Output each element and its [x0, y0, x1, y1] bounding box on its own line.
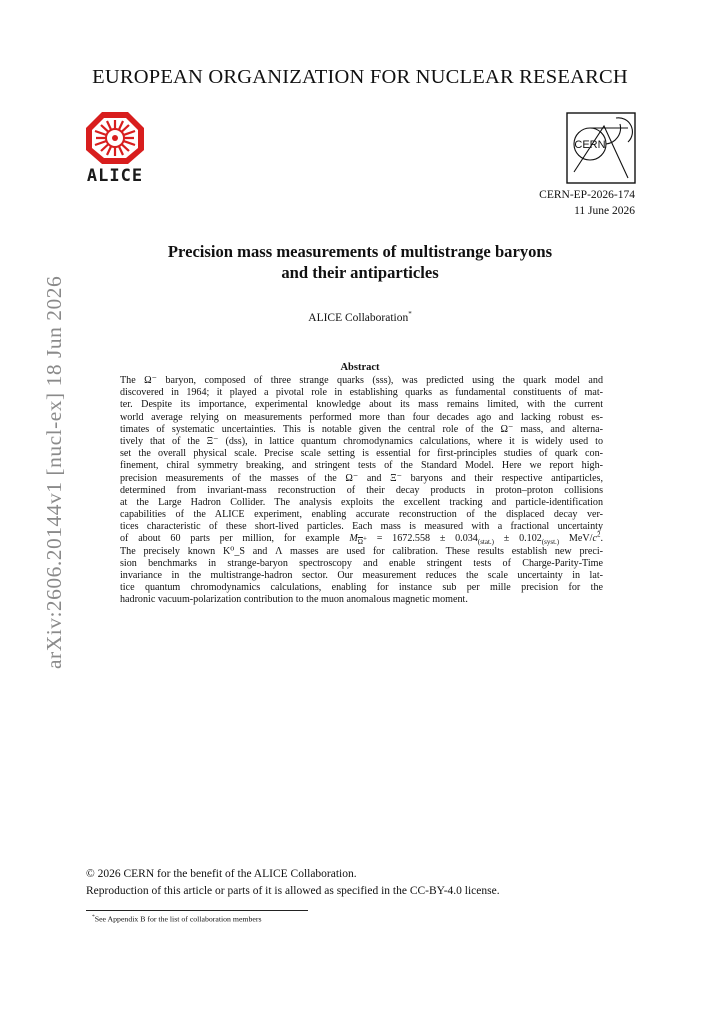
abstract-line: finement, chiral symmetry breaking, and stringent tests of the Standard Model. Here we report high-	[120, 460, 603, 472]
abstract-line: discovered in 1964; it played a pivotal role in establishing quarks as fundamental constituents of mat-	[120, 387, 603, 399]
cern-logo	[566, 112, 636, 184]
abstract-line: tices characteristic of these short-lived particles. Each mass is measured with a fractional uncertainty	[120, 521, 603, 533]
alice-logo-text: ALICE	[86, 166, 144, 186]
abstract-line: tively that of the Ξ⁻ (dss), in lattice quantum chromodynamics calculations, where it is widely used to	[120, 435, 603, 447]
abstract-line: invariance in the multistrange-hadron sector. Our measurement reduces the scale uncertainty in lat-	[120, 570, 603, 581]
footnote-text: See Appendix B for the list of collaboration members	[94, 914, 262, 924]
footnote-marker: *	[92, 914, 95, 920]
abstract-line: world average relying on measurements performed more than four decades ago and lacking robust es-	[120, 411, 603, 423]
alice-emblem-icon	[84, 110, 146, 166]
copyright-notice: © 2026 CERN for the benefit of the ALICE Collaboration.	[86, 868, 357, 880]
abstract-line: hadronic vacuum-polarization contribution to the muon anomalous magnetic moment.	[120, 594, 468, 606]
abstract-body	[120, 375, 603, 607]
abstract-line: set the overall physical scale. Precise scale setting is essential for first-principles studies of quark con-	[120, 448, 603, 460]
title-line-2: and their antiparticles	[281, 263, 439, 282]
title-line-1: Precision mass measurements of multistrange baryons	[167, 242, 553, 261]
authors	[0, 310, 720, 324]
report-date: 11 June 2026	[574, 205, 635, 217]
abstract-line: precision measurements of the masses of the Ω⁻ and Ξ⁻ baryons and their respective antiparticles,	[120, 472, 603, 484]
paper-title	[0, 241, 720, 283]
report-number: CERN-EP-2026-174	[539, 189, 635, 201]
footnote	[92, 914, 261, 924]
cern-logo-text: CERN	[574, 139, 606, 151]
license-notice: Reproduction of this article or parts of it is allowed as specified in the CC-BY-4.0 license.	[86, 885, 500, 897]
cern-emblem-icon	[566, 112, 636, 184]
abstract-line: at the Large Hadron Collider. The analysis exploits the excellent tracking and particle-identification	[120, 496, 603, 508]
abstract-line: The precisely known K⁰_S and Λ masses are used for calibration. These results establish new preci-	[120, 545, 603, 557]
abstract-line: ter. Despite its importance, experimental knowledge about its mass remains limited, with the current	[120, 399, 603, 411]
author-list: ALICE Collaboration	[308, 311, 409, 324]
abstract-heading: Abstract	[340, 362, 380, 373]
organization-header: EUROPEAN ORGANIZATION FOR NUCLEAR RESEARCH	[92, 66, 628, 88]
abstract-line: timates of systematic uncertainties. This is notable given the central role of the Ω⁻ mass, and alterna-	[120, 423, 603, 435]
abstract-line: determined from invariant-mass reconstruction of their decay products in proton–proton collisions	[120, 484, 603, 496]
arxiv-stamp: arXiv:2606.20144v1 [nucl-ex] 18 Jun 2026	[42, 275, 66, 669]
abstract-line: capabilities of the ALICE experiment, enabling accurate reconstruction of the displaced decay ver-	[120, 509, 603, 521]
abstract-line: tice quantum chromodynamics calculations, enabling for instance sub per mille precision for the	[120, 582, 603, 594]
abstract-formula-line: of about 60 parts per million, for example $M_{\overline{\Omega}^+} = 1672.558 \pm 0.034_{(stat.)} \pm 0.102_{(syst.)}$ MeV/$c^2$.	[120, 531, 603, 547]
footnote-divider	[86, 910, 308, 911]
alice-logo	[84, 110, 146, 188]
author-footnote-marker: *	[408, 310, 412, 318]
abstract-line: sion benchmarks in strange-baryon spectroscopy and enable stringent tests of Charge-Parity-Time	[120, 557, 603, 569]
abstract-line: The Ω⁻ baryon, composed of three strange quarks (sss), was predicted using the quark model and	[120, 375, 603, 386]
